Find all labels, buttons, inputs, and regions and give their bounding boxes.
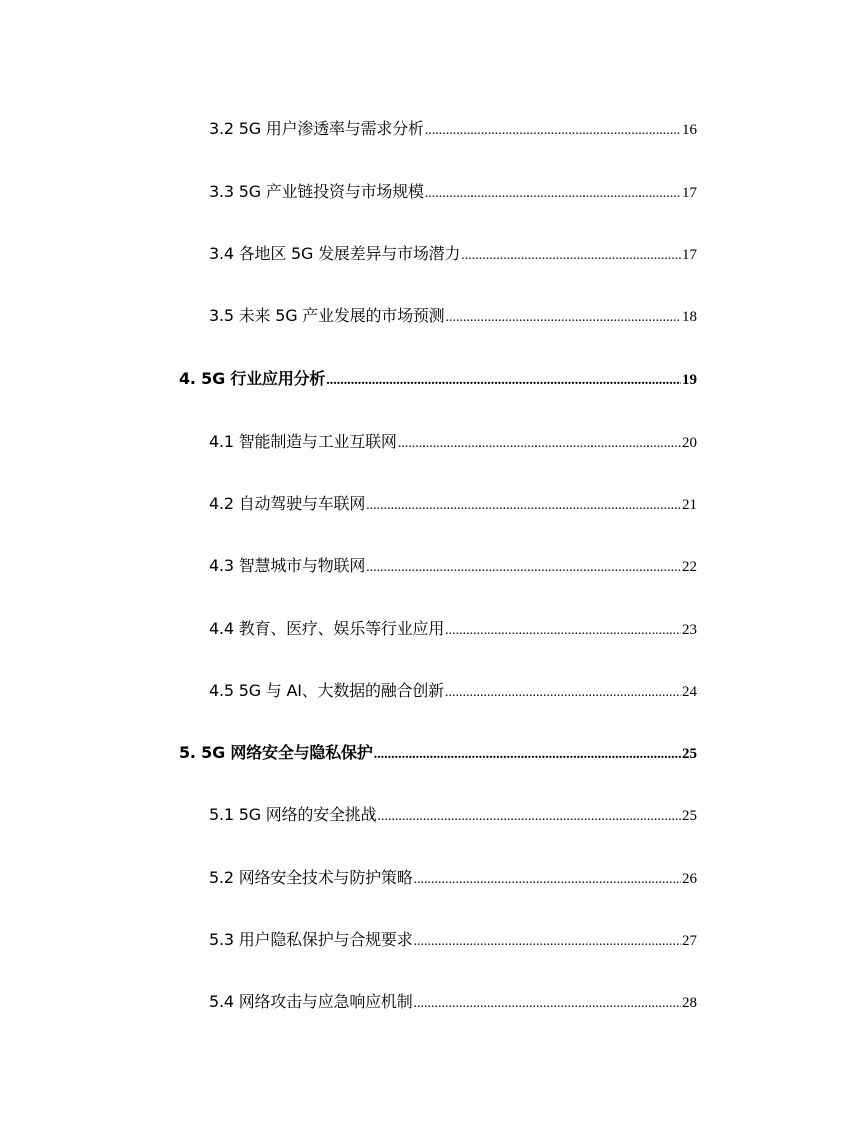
toc-entry-3-4[interactable] (209, 244, 697, 264)
toc-entry-title: 4. 5G 行业应用分析 (179, 369, 326, 388)
toc-entry-title: 5.3 用户隐私保护与合规要求 (209, 930, 413, 949)
toc-entry-title: 4.1 智能制造与工业互联网 (209, 432, 397, 451)
toc-entry-title: 5.1 5G 网络的安全挑战 (209, 805, 377, 824)
toc-dot-leader (366, 558, 681, 578)
toc-entry-4-1[interactable] (209, 432, 697, 452)
toc-entry-3-3[interactable] (209, 182, 697, 202)
toc-entry-title: 3.3 5G 产业链投资与市场规模 (209, 182, 424, 201)
toc-dot-leader (425, 184, 681, 204)
toc-page-number: 17 (682, 185, 697, 201)
toc-page-number: 21 (682, 497, 697, 513)
toc-page-number: 17 (682, 247, 697, 263)
toc-page-number: 26 (682, 871, 697, 887)
toc-dot-leader (326, 371, 681, 391)
toc-entry-title: 4.2 自动驾驶与车联网 (209, 494, 366, 513)
toc-dot-leader (398, 434, 681, 454)
toc-page-number: 22 (682, 559, 697, 575)
toc-page-number: 23 (682, 622, 697, 638)
toc-page-number: 16 (682, 122, 697, 138)
toc-dot-leader (414, 870, 681, 890)
toc-entry-title: 3.5 未来 5G 产业发展的市场预测 (209, 306, 445, 325)
toc-entry-title: 3.2 5G 用户渗透率与需求分析 (209, 119, 424, 138)
toc-page-number: 20 (682, 435, 697, 451)
toc-entry-title: 4.5 5G 与 AI、大数据的融合创新 (209, 681, 444, 700)
toc-entry-title: 4.3 智慧城市与物联网 (209, 556, 366, 575)
toc-entry-3-2[interactable] (209, 119, 697, 139)
toc-dot-leader (374, 745, 681, 765)
toc-dot-leader (461, 246, 681, 266)
toc-entry-4-5[interactable] (209, 681, 697, 701)
toc-entry-4-2[interactable] (209, 494, 697, 514)
toc-page-number: 24 (682, 684, 697, 700)
toc-page-number: 18 (682, 309, 697, 325)
toc-entry-5[interactable] (179, 743, 697, 763)
toc-dot-leader (366, 496, 681, 516)
toc-entry-title: 3.4 各地区 5G 发展差异与市场潜力 (209, 244, 461, 263)
toc-entry-4-3[interactable] (209, 556, 697, 576)
toc-entry-5-3[interactable] (209, 930, 697, 950)
toc-entry-title: 5.2 网络安全技术与防护策略 (209, 868, 413, 887)
toc-page-number: 19 (682, 372, 697, 388)
toc-page-number: 27 (682, 933, 697, 949)
toc-entry-title: 4.4 教育、医疗、娱乐等行业应用 (209, 619, 445, 638)
toc-entry-4-4[interactable] (209, 619, 697, 639)
toc-entry-4[interactable] (179, 369, 697, 389)
toc-page-number: 28 (682, 995, 697, 1011)
toc-entry-title: 5.4 网络攻击与应急响应机制 (209, 992, 413, 1011)
toc-dot-leader (414, 994, 681, 1014)
toc-dot-leader (377, 807, 681, 827)
toc-dot-leader (445, 621, 681, 641)
toc-entry-3-5[interactable] (209, 306, 697, 326)
toc-page-number: 25 (682, 808, 697, 824)
toc-dot-leader (425, 121, 681, 141)
toc-dot-leader (414, 932, 681, 952)
toc-dot-leader (445, 683, 681, 703)
toc-dot-leader (445, 308, 681, 328)
toc-entry-5-1[interactable] (209, 805, 697, 825)
toc-entry-5-2[interactable] (209, 868, 697, 888)
toc-page-number: 25 (682, 746, 697, 762)
toc-entry-title: 5. 5G 网络安全与隐私保护 (179, 743, 373, 762)
toc-entry-5-4[interactable] (209, 992, 697, 1012)
